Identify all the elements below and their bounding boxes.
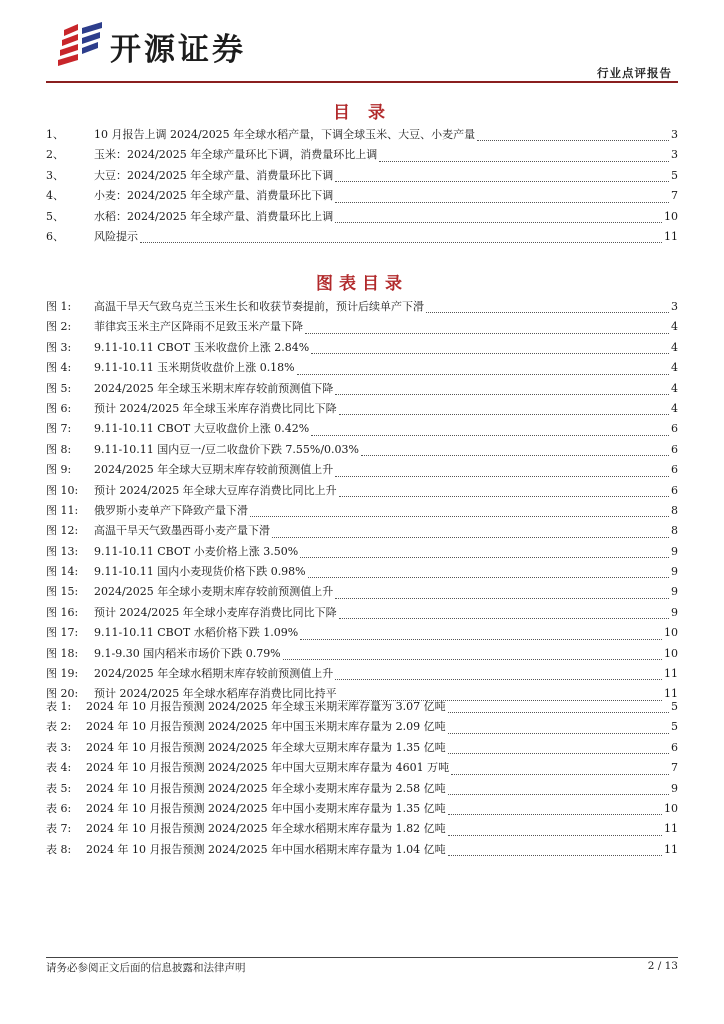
toc-entry-text: 风险提示	[94, 229, 138, 243]
dot-leader	[448, 813, 662, 815]
figure-entry-number: 图 8:	[46, 442, 72, 456]
figure-entry-number: 图 10:	[46, 483, 79, 497]
figure-entry-text: 高温干旱天气致乌克兰玉米生长和收获节奏提前，预计后续单产下滑	[94, 300, 424, 313]
table-entry-page: 7	[671, 761, 678, 775]
figure-entry-page: 9	[671, 544, 678, 558]
figure-entry[interactable]	[46, 583, 678, 603]
toc-entry-text: 水稻：2024/2025 年全球产量、消费量环比上调	[94, 209, 334, 223]
brand-logo-icon	[58, 22, 106, 66]
toc-entry-number: 4、	[46, 189, 64, 203]
toc-entry-page: 5	[671, 168, 678, 182]
figure-entry[interactable]	[46, 482, 678, 502]
dot-leader	[283, 658, 662, 660]
figure-entry[interactable]	[46, 461, 678, 481]
figure-entry-page: 6	[671, 483, 678, 497]
toc-entry-page: 11	[664, 229, 678, 243]
table-entry-number: 表 3:	[46, 740, 72, 754]
figure-entry[interactable]	[46, 604, 678, 624]
dot-leader	[305, 332, 669, 334]
toc-entry[interactable]	[46, 146, 678, 166]
figure-entry-text: 9.11-10.11 玉米期货收盘价上涨 0.18%	[94, 361, 295, 375]
table-entry-text: 2024 年 10 月报告预测 2024/2025 年中国水稻期末库存量为 1.04 亿吨	[86, 842, 446, 856]
toc-entry[interactable]	[46, 228, 678, 248]
dot-leader	[300, 638, 662, 640]
dot-leader	[311, 434, 669, 436]
table-entry[interactable]	[46, 800, 678, 820]
figure-entry-page: 9	[671, 565, 678, 579]
dot-leader	[308, 576, 669, 578]
figure-entry[interactable]	[46, 624, 678, 644]
dot-leader	[311, 352, 669, 354]
figure-entry[interactable]	[46, 400, 678, 420]
figure-entry-number: 图 5:	[46, 381, 72, 395]
table-entry-page: 11	[664, 822, 678, 836]
figure-entry-number: 图 15:	[46, 585, 79, 599]
figure-entry[interactable]	[46, 441, 678, 461]
figure-entry-page: 6	[671, 463, 678, 477]
toc-entry-number: 1、	[46, 128, 64, 141]
figure-entry-text: 9.11-10.11 CBOT 大豆收盘价上涨 0.42%	[94, 422, 310, 436]
figure-entry-text: 预计 2024/2025 年全球大豆库存消费比同比上升	[94, 483, 337, 497]
figure-entry-page: 4	[671, 340, 678, 354]
table-entry[interactable]	[46, 780, 678, 800]
table-entry-number: 表 2:	[46, 720, 72, 734]
figure-entry-page: 8	[671, 503, 678, 517]
dot-leader	[250, 515, 669, 517]
dot-leader	[335, 201, 669, 203]
toc-entry[interactable]	[46, 208, 678, 228]
table-entry-page: 11	[664, 842, 678, 856]
page-header	[0, 0, 724, 82]
table-entry[interactable]	[46, 759, 678, 779]
figure-entry-text: 菲律宾玉米主产区降雨不足致玉米产量下降	[94, 320, 303, 334]
toc-entry[interactable]	[46, 126, 678, 146]
toc-entry-text: 玉米：2024/2025 年全球产量环比下调，消费量环比上调	[94, 148, 378, 162]
figure-entry[interactable]	[46, 380, 678, 400]
table-entry-page: 5	[671, 720, 678, 734]
table-entry[interactable]	[46, 698, 678, 718]
dot-leader	[335, 221, 662, 223]
table-entry-text: 2024 年 10 月报告预测 2024/2025 年全球大豆期末库存量为 1.35 亿吨	[86, 740, 446, 754]
table-entry-number: 表 7:	[46, 822, 72, 836]
dot-leader	[335, 678, 662, 680]
toc-entry-number: 3、	[46, 168, 64, 182]
table-entry-text: 2024 年 10 月报告预测 2024/2025 年中国玉米期末库存量为 2.09 亿吨	[86, 720, 446, 734]
footer-divider	[46, 957, 678, 958]
figure-entry-text: 9.1-9.30 国内稻米市场价下跌 0.79%	[94, 646, 281, 660]
table-entry-text: 2024 年 10 月报告预测 2024/2025 年全球小麦期末库存量为 2.58 亿吨	[86, 781, 446, 795]
figure-entry-page: 11	[664, 687, 678, 701]
figure-entry-number: 图 6:	[46, 401, 72, 415]
figure-entry-text: 9.11-10.11 国内豆一/豆二收盘价下跌 7.55%/0.03%	[94, 442, 359, 456]
table-entry-page: 5	[671, 700, 678, 713]
table-entry-text: 2024 年 10 月报告预测 2024/2025 年中国大豆期末库存量为 4601 万吨	[86, 761, 450, 775]
figure-entry-text: 高温干旱天气致墨西哥小麦产量下滑	[94, 524, 270, 538]
figure-entry-number: 图 20:	[46, 687, 79, 701]
table-entry[interactable]	[46, 739, 678, 759]
figure-entry-page: 10	[664, 646, 678, 660]
dot-leader	[339, 413, 669, 415]
table-entry[interactable]	[46, 718, 678, 738]
figure-entry[interactable]	[46, 298, 678, 318]
figure-entry-number: 图 19:	[46, 667, 79, 681]
brand-logo	[58, 22, 278, 66]
figure-entry-text: 俄罗斯小麦单产下降致产量下滑	[94, 503, 248, 517]
dot-leader	[339, 617, 669, 619]
dot-leader	[477, 139, 669, 141]
dot-leader	[448, 834, 662, 836]
figure-entry-text: 9.11-10.11 CBOT 玉米收盘价上涨 2.84%	[94, 340, 310, 354]
figures-toc-title: 图表目录	[316, 274, 408, 294]
dot-leader	[451, 773, 669, 775]
dot-leader	[140, 241, 662, 243]
figure-entry-page: 4	[671, 381, 678, 395]
table-entry[interactable]	[46, 820, 678, 840]
figure-entry[interactable]	[46, 318, 678, 338]
figure-entry-number: 图 16:	[46, 605, 79, 619]
figures-list	[46, 298, 678, 706]
dot-leader	[448, 732, 669, 734]
figure-entry[interactable]	[46, 522, 678, 542]
table-entry-number: 表 5:	[46, 781, 72, 795]
footer-disclaimer: 请务必参阅正文后面的信息披露和法律声明	[46, 962, 246, 974]
table-entry-number: 表 4:	[46, 761, 72, 775]
dot-leader	[300, 556, 669, 558]
toc-entry-page: 3	[671, 128, 678, 141]
table-entry-number: 表 1:	[46, 700, 72, 713]
figure-entry[interactable]	[46, 359, 678, 379]
table-entry-text: 2024 年 10 月报告预测 2024/2025 年全球玉米期末库存量为 3.07 亿吨	[86, 700, 446, 713]
dot-leader	[426, 311, 669, 313]
figure-entry-page: 4	[671, 401, 678, 415]
dot-leader	[335, 180, 669, 182]
figure-entry-text: 预计 2024/2025 年全球小麦库存消费比同比下降	[94, 605, 337, 619]
figure-entry-number: 图 13:	[46, 544, 79, 558]
figure-entry-text: 9.11-10.11 CBOT 水稻价格下跌 1.09%	[94, 626, 299, 640]
figure-entry-text: 2024/2025 年全球水稻期末库存较前预测值上升	[94, 667, 334, 681]
figure-entry[interactable]	[46, 339, 678, 359]
toc-list	[46, 126, 678, 248]
toc-entry-number: 2、	[46, 148, 64, 162]
toc-entry-number: 6、	[46, 229, 64, 243]
figure-entry-text: 9.11-10.11 CBOT 小麦价格上涨 3.50%	[94, 544, 299, 558]
dot-leader	[379, 160, 669, 162]
figure-entry-page: 6	[671, 422, 678, 436]
toc-entry-page: 3	[671, 148, 678, 162]
dot-leader	[335, 393, 669, 395]
table-entry-number: 表 8:	[46, 842, 72, 856]
dot-leader	[448, 711, 669, 713]
figure-entry-number: 图 2:	[46, 320, 72, 334]
dot-leader	[297, 373, 669, 375]
figure-entry-number: 图 7:	[46, 422, 72, 436]
figure-entry-number: 图 3:	[46, 340, 72, 354]
figure-entry-page: 3	[671, 300, 678, 313]
toc-entry-text: 小麦：2024/2025 年全球产量、消费量环比下调	[94, 189, 334, 203]
figure-entry-page: 9	[671, 585, 678, 599]
figure-entry-page: 9	[671, 605, 678, 619]
table-entry[interactable]	[46, 841, 678, 861]
figure-entry[interactable]	[46, 502, 678, 522]
table-entry-page: 6	[671, 740, 678, 754]
toc-entry-number: 5、	[46, 209, 64, 223]
table-entry-number: 表 6:	[46, 801, 72, 815]
toc-entry[interactable]	[46, 187, 678, 207]
figure-entry-page: 4	[671, 320, 678, 334]
report-type: 行业点评报告	[597, 66, 672, 80]
figure-entry-page: 8	[671, 524, 678, 538]
tables-list	[46, 698, 678, 861]
table-entry-text: 2024 年 10 月报告预测 2024/2025 年中国小麦期末库存量为 1.35 亿吨	[86, 801, 446, 815]
figure-entry-page: 4	[671, 361, 678, 375]
figure-entry-number: 图 14:	[46, 565, 79, 579]
figure-entry[interactable]	[46, 543, 678, 563]
toc-title: 目 录	[333, 103, 391, 123]
figure-entry[interactable]	[46, 420, 678, 440]
figure-entry[interactable]	[46, 645, 678, 665]
figure-entry-number: 图 17:	[46, 626, 79, 640]
dot-leader	[335, 597, 669, 599]
figure-entry-number: 图 11:	[46, 503, 79, 517]
toc-entry[interactable]	[46, 167, 678, 187]
header-divider	[46, 81, 678, 83]
dot-leader	[272, 536, 669, 538]
dot-leader	[448, 752, 669, 754]
figure-entry-text: 2024/2025 年全球玉米期末库存较前预测值下降	[94, 381, 334, 395]
figure-entry[interactable]	[46, 563, 678, 583]
page-indicator: 2 / 13	[647, 960, 678, 972]
dot-leader	[339, 495, 669, 497]
figure-entry-text: 2024/2025 年全球大豆期末库存较前预测值上升	[94, 463, 334, 477]
figure-entry-text: 2024/2025 年全球小麦期末库存较前预测值上升	[94, 585, 334, 599]
table-entry-page: 9	[671, 781, 678, 795]
figure-entry-page: 10	[664, 626, 678, 640]
figure-entry-number: 图 12:	[46, 524, 79, 538]
dot-leader	[448, 793, 669, 795]
dot-leader	[361, 454, 669, 456]
brand-name: 开源证券	[110, 32, 246, 68]
figure-entry-text: 预计 2024/2025 年全球水稻库存消费比同比持平	[94, 687, 337, 701]
toc-entry-page: 7	[671, 189, 678, 203]
figure-entry-number: 图 1:	[46, 300, 72, 313]
dot-leader	[335, 475, 669, 477]
toc-entry-text: 10 月报告上调 2024/2025 年全球水稻产量，下调全球玉米、大豆、小麦产量	[94, 128, 476, 141]
figure-entry-page: 11	[664, 667, 678, 681]
toc-entry-page: 10	[664, 209, 678, 223]
figure-entry-page: 6	[671, 442, 678, 456]
toc-entry-text: 大豆：2024/2025 年全球产量、消费量环比下调	[94, 168, 334, 182]
figure-entry-text: 预计 2024/2025 年全球玉米库存消费比同比下降	[94, 401, 337, 415]
table-entry-text: 2024 年 10 月报告预测 2024/2025 年全球水稻期末库存量为 1.82 亿吨	[86, 822, 446, 836]
figure-entry-number: 图 18:	[46, 646, 79, 660]
figure-entry[interactable]	[46, 665, 678, 685]
figure-entry-text: 9.11-10.11 国内小麦现货价格下跌 0.98%	[94, 565, 306, 579]
figure-entry-number: 图 9:	[46, 463, 72, 477]
figure-entry-number: 图 4:	[46, 361, 72, 375]
dot-leader	[448, 854, 662, 856]
table-entry-page: 10	[664, 801, 678, 815]
